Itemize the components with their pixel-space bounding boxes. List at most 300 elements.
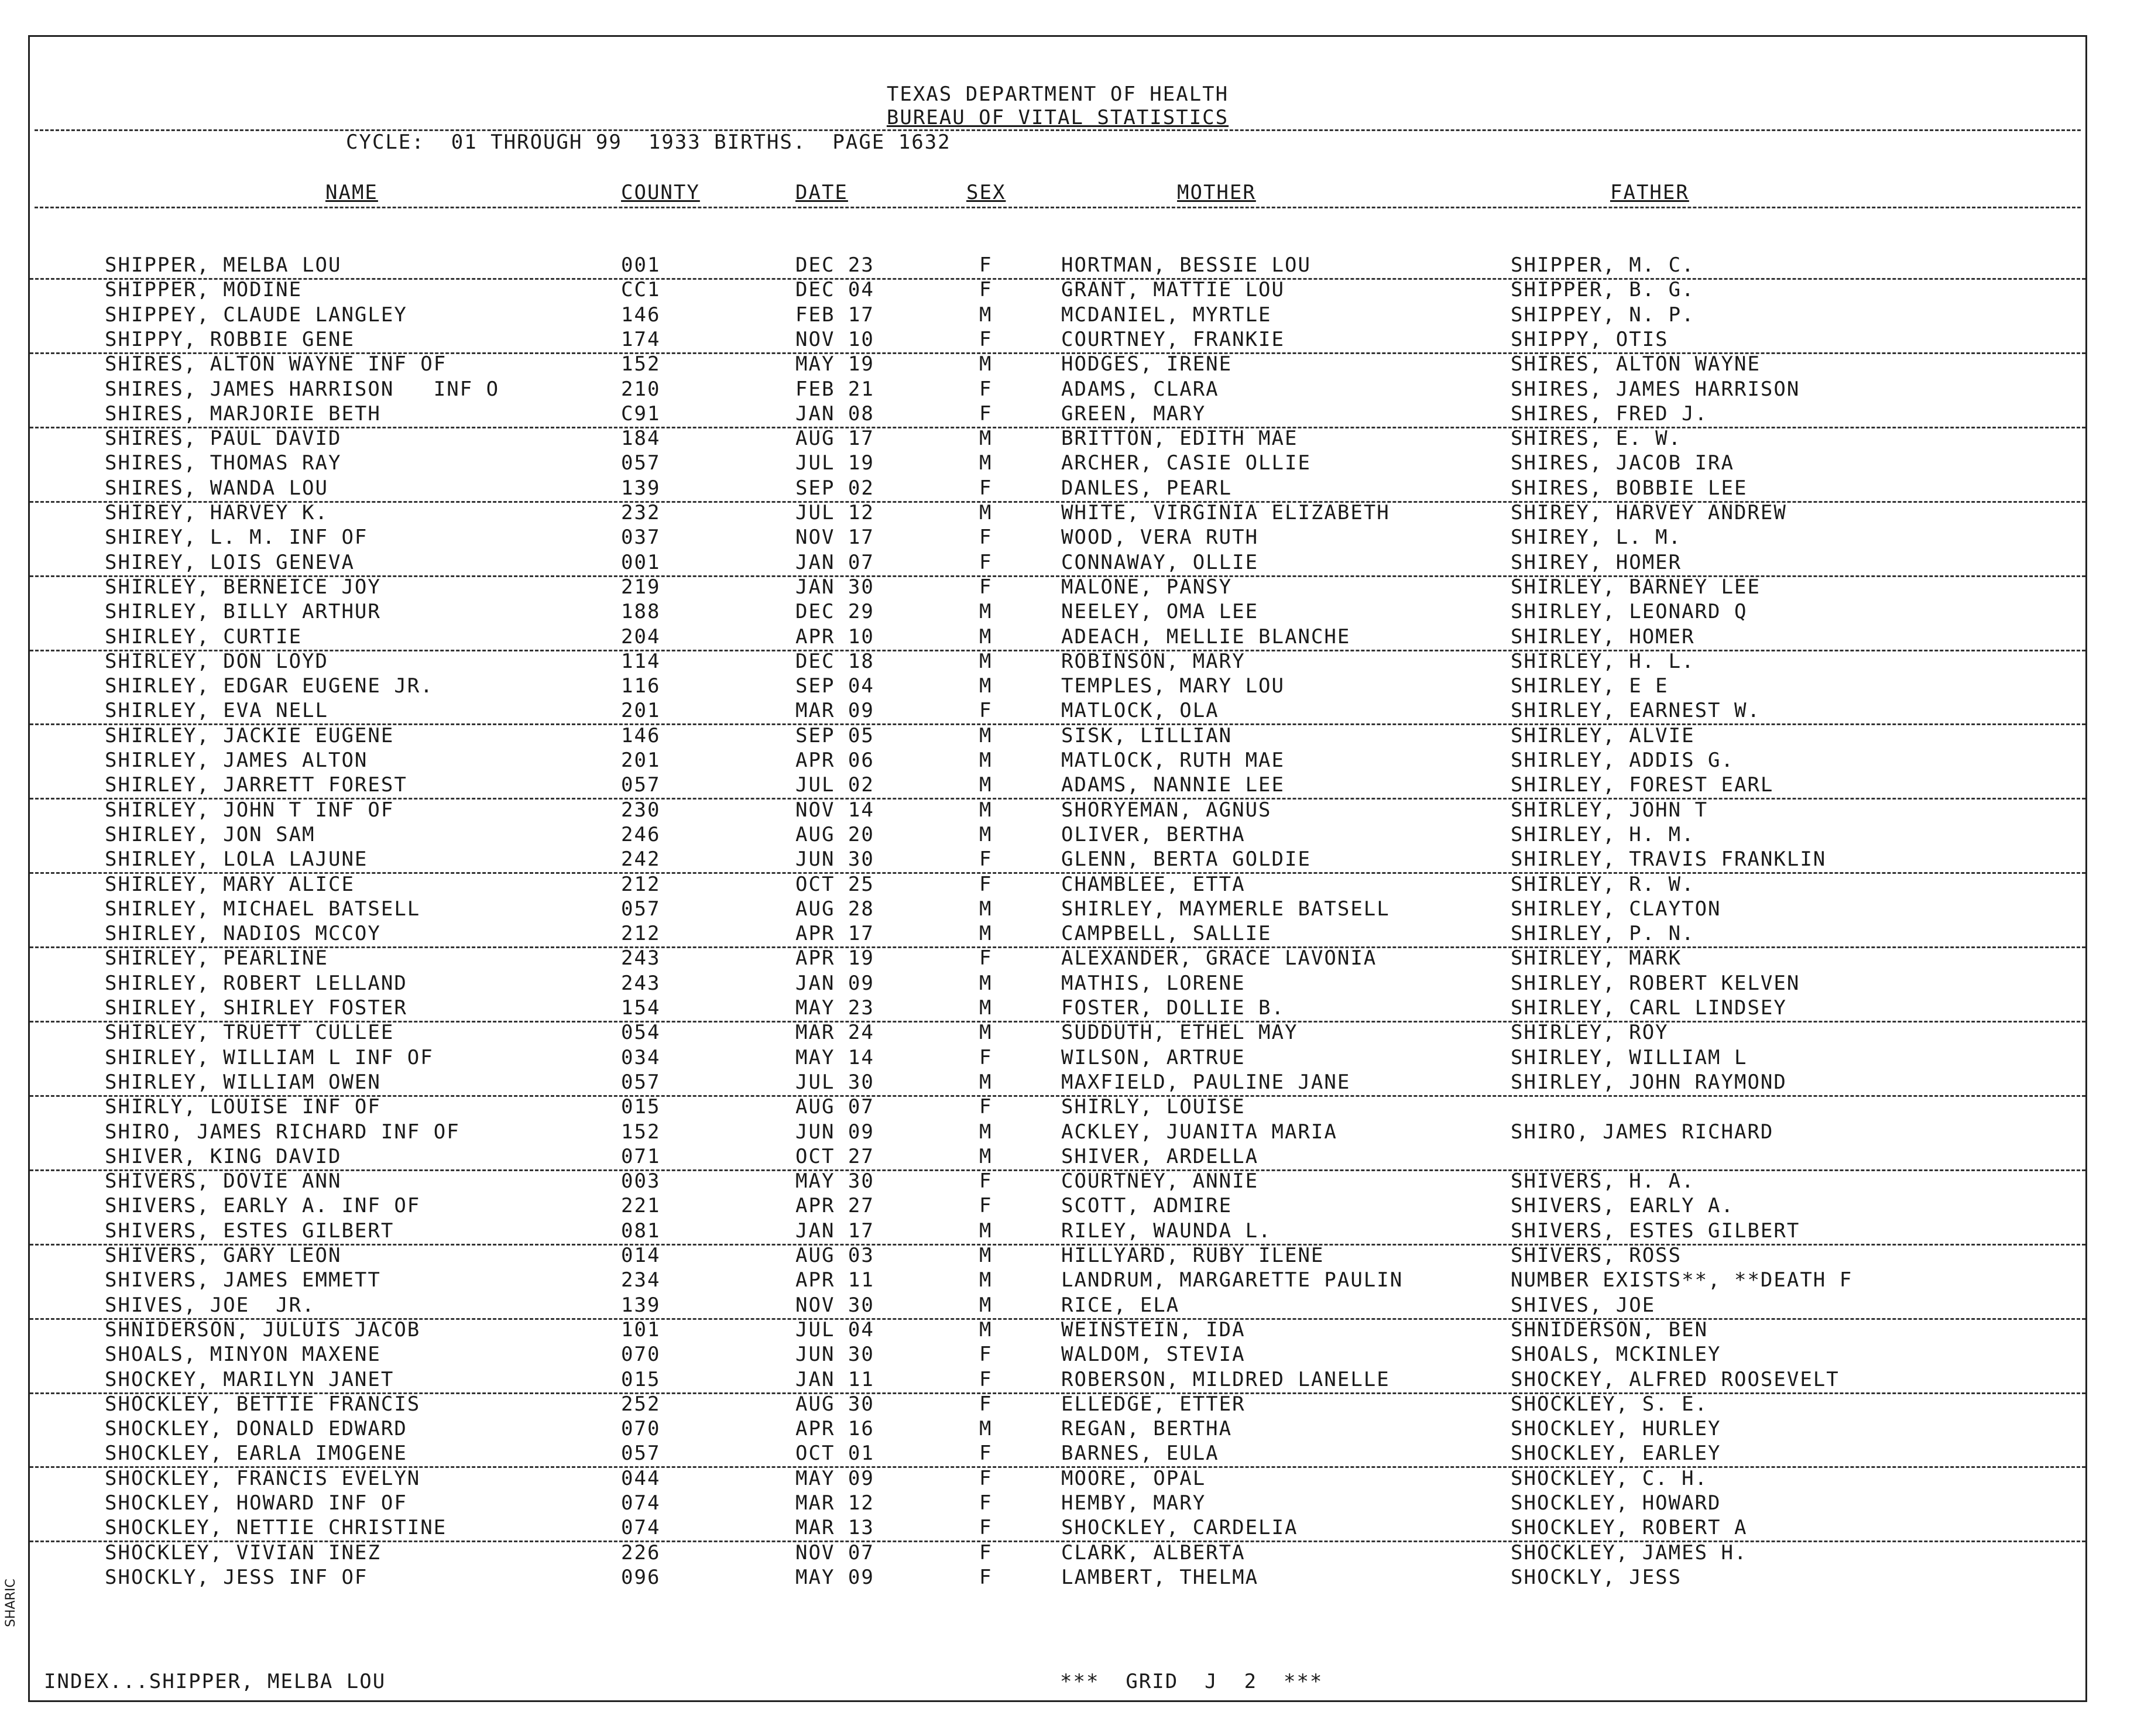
record-name: SHIRLEY, BILLY ARTHUR (105, 600, 381, 624)
record-date: APR 16 (795, 1417, 874, 1441)
record-row (30, 328, 2085, 354)
record-mother: ADEACH, MELLIE BLANCHE (1061, 625, 1351, 649)
record-mother: HILLYARD, RUBY ILENE (1061, 1244, 1325, 1267)
record-row (30, 551, 2085, 577)
record-row (30, 1442, 2085, 1468)
record-county: 116 (621, 674, 661, 698)
record-father: SHIRO, JAMES RICHARD (1511, 1120, 1774, 1144)
record-county: 081 (621, 1219, 661, 1243)
record-father: SHIRLEY, ROY (1511, 1021, 1669, 1045)
record-date: DEC 18 (795, 649, 874, 673)
record-sex: M (979, 1021, 993, 1045)
record-sex: M (979, 1417, 993, 1441)
record-father: SHIRLEY, H. L. (1511, 649, 1695, 673)
record-name: SHOCKLEY, NETTIE CHRISTINE (105, 1516, 447, 1540)
record-mother: HEMBY, MARY (1061, 1491, 1206, 1515)
record-county: 057 (621, 1442, 661, 1466)
record-date: AUG 17 (795, 427, 874, 451)
record-row (30, 1294, 2085, 1320)
record-name: SHIRLEY, CURTIE (105, 625, 303, 649)
record-date: JAN 30 (795, 575, 874, 599)
record-name: SHIRLEY, DON LOYD (105, 649, 328, 673)
record-sex: M (979, 600, 993, 624)
record-sex: F (979, 1343, 993, 1367)
record-sex: F (979, 946, 993, 970)
record-sex: F (979, 1392, 993, 1416)
record-father: SHIRLEY, ALVIE (1511, 723, 1695, 747)
record-row (30, 798, 2085, 823)
record-county: 146 (621, 723, 661, 747)
header-divider (35, 129, 2081, 131)
record-row (30, 526, 2085, 550)
record-row (30, 724, 2085, 749)
record-row (30, 1417, 2085, 1442)
record-county: 226 (621, 1541, 661, 1565)
record-sex: M (979, 1144, 993, 1168)
record-row (30, 378, 2085, 402)
record-father: SHIPPY, OTIS (1511, 327, 1669, 351)
record-row (30, 1343, 2085, 1367)
record-date: APR 10 (795, 625, 874, 649)
record-mother: TEMPLES, MARY LOU (1061, 674, 1285, 698)
record-father: SHIRLEY, BARNEY LEE (1511, 575, 1761, 599)
record-mother: FOSTER, DOLLIE B. (1061, 996, 1285, 1020)
record-row (30, 1021, 2085, 1045)
bureau-title: BUREAU OF VITAL STATISTICS (886, 106, 1229, 129)
grid-footer: *** GRID J 2 *** (1060, 1670, 1323, 1693)
record-date: MAR 09 (795, 699, 874, 723)
record-father: NUMBER EXISTS**, **DEATH F (1511, 1268, 1853, 1292)
cycle-info: CYCLE: 01 THROUGH 99 1933 BIRTHS. PAGE 1632 (346, 131, 951, 154)
record-row (30, 848, 2085, 874)
record-sex: F (979, 377, 993, 401)
record-date: NOV 30 (795, 1293, 874, 1317)
index-footer: INDEX...SHIPPER, MELBA LOU (44, 1670, 386, 1693)
record-county: 015 (621, 1095, 661, 1119)
record-row (30, 451, 2085, 476)
record-county: 212 (621, 872, 661, 896)
record-mother: WALDOM, STEVIA (1061, 1343, 1246, 1367)
record-date: MAY 09 (795, 1565, 874, 1589)
record-father: SHOALS, MCKINLEY (1511, 1343, 1721, 1367)
record-name: SHIREY, L. M. INF OF (105, 526, 368, 550)
record-county: 114 (621, 649, 661, 673)
record-county: 252 (621, 1392, 661, 1416)
record-date: JAN 07 (795, 550, 874, 574)
record-mother: ACKLEY, JUANITA MARIA (1061, 1120, 1337, 1144)
record-mother: SHOCKLEY, CARDELIA (1061, 1516, 1298, 1540)
record-name: SHIRLEY, PEARLINE (105, 946, 328, 970)
record-sex: M (979, 1244, 993, 1267)
record-row (30, 1516, 2085, 1542)
record-sex: F (979, 1541, 993, 1565)
record-father: SHOCKLY, JESS (1511, 1565, 1682, 1589)
record-row (30, 625, 2085, 651)
record-date: OCT 27 (795, 1144, 874, 1168)
record-sex: F (979, 848, 993, 872)
record-county: 037 (621, 526, 661, 550)
record-county: 219 (621, 575, 661, 599)
record-county: 070 (621, 1343, 661, 1367)
record-page-frame (28, 35, 2087, 1702)
record-mother: RICE, ELA (1061, 1293, 1180, 1317)
record-father: SHIRES, JAMES HARRISON (1511, 377, 1800, 401)
record-father: SHOCKLEY, HOWARD (1511, 1491, 1721, 1515)
record-father: SHIRLEY, EARNEST W. (1511, 699, 1761, 723)
column-header-father: FATHER (1610, 181, 1689, 204)
record-sex: M (979, 971, 993, 995)
record-row (30, 1244, 2085, 1268)
record-father: SHIREY, HARVEY ANDREW (1511, 501, 1787, 524)
record-mother: WOOD, VERA RUTH (1061, 526, 1259, 550)
record-sex: M (979, 1219, 993, 1243)
record-name: SHIRLEY, ROBERT LELLAND (105, 971, 407, 995)
record-row (30, 1095, 2085, 1120)
record-father: SHOCKLEY, JAMES H. (1511, 1541, 1748, 1565)
record-date: APR 17 (795, 922, 874, 946)
record-name: SHIRES, THOMAS RAY (105, 451, 342, 475)
record-sex: F (979, 1442, 993, 1466)
record-county: 146 (621, 303, 661, 327)
record-sex: F (979, 550, 993, 574)
record-mother: GREEN, MARY (1061, 402, 1206, 426)
record-sex: M (979, 427, 993, 451)
record-date: JUN 30 (795, 1343, 874, 1367)
record-father: SHIRES, E. W. (1511, 427, 1682, 451)
record-date: MAY 19 (795, 352, 874, 376)
record-county: 044 (621, 1466, 661, 1490)
record-name: SHIRLEY, LOLA LAJUNE (105, 848, 368, 872)
record-father: SHIPPEY, N. P. (1511, 303, 1695, 327)
record-county: 204 (621, 625, 661, 649)
record-county: 174 (621, 327, 661, 351)
record-row (30, 1318, 2085, 1343)
record-county: 188 (621, 600, 661, 624)
record-father: SHIRLEY, TRAVIS FRANKLIN (1511, 848, 1827, 872)
record-county: 232 (621, 501, 661, 524)
record-name: SHIRLEY, WILLIAM L INF OF (105, 1045, 434, 1069)
record-name: SHIRLEY, MARY ALICE (105, 872, 355, 896)
record-sex: M (979, 723, 993, 747)
record-father: SHIRLEY, R. W. (1511, 872, 1695, 896)
record-date: MAY 09 (795, 1466, 874, 1490)
record-father: SHOCKLEY, S. E. (1511, 1392, 1708, 1416)
record-mother: COURTNEY, ANNIE (1061, 1169, 1259, 1193)
record-sex: M (979, 1268, 993, 1292)
record-mother: CONNAWAY, OLLIE (1061, 550, 1259, 574)
record-county: CC1 (621, 278, 661, 302)
record-name: SHIRLEY, WILLIAM OWEN (105, 1070, 381, 1094)
record-date: SEP 02 (795, 476, 874, 500)
record-date: MAY 14 (795, 1045, 874, 1069)
record-sex: F (979, 575, 993, 599)
record-father: SHIRES, FRED J. (1511, 402, 1708, 426)
record-row (30, 1169, 2085, 1194)
record-sex: F (979, 278, 993, 302)
record-name: SHIRLEY, BERNEICE JOY (105, 575, 381, 599)
record-mother: CAMPBELL, SALLIE (1061, 922, 1272, 946)
record-row (30, 1541, 2085, 1566)
record-county: 201 (621, 749, 661, 772)
record-mother: GRANT, MATTIE LOU (1061, 278, 1285, 302)
record-row (30, 674, 2085, 699)
record-sex: F (979, 1491, 993, 1515)
record-mother: ROBERSON, MILDRED LANELLE (1061, 1367, 1390, 1391)
record-date: NOV 17 (795, 526, 874, 550)
record-county: 057 (621, 897, 661, 921)
record-father: SHOCKLEY, HURLEY (1511, 1417, 1721, 1441)
record-name: SHIREY, HARVEY K. (105, 501, 328, 524)
record-mother: HODGES, IRENE (1061, 352, 1233, 376)
record-sex: F (979, 253, 993, 277)
record-mother: MATHIS, LORENE (1061, 971, 1246, 995)
record-county: 070 (621, 1417, 661, 1441)
record-county: 152 (621, 1120, 661, 1144)
record-name: SHNIDERSON, JULUIS JACOB (105, 1318, 421, 1342)
record-date: AUG 07 (795, 1095, 874, 1119)
record-name: SHOALS, MINYON MAXENE (105, 1343, 381, 1367)
record-date: DEC 23 (795, 253, 874, 277)
record-sex: F (979, 1466, 993, 1490)
record-county: 057 (621, 1070, 661, 1094)
record-row (30, 575, 2085, 600)
record-name: SHIPPER, MELBA LOU (105, 253, 342, 277)
record-name: SHIRLEY, EDGAR EUGENE JR. (105, 674, 434, 698)
record-sex: M (979, 674, 993, 698)
record-name: SHIREY, LOIS GENEVA (105, 550, 355, 574)
record-mother: RILEY, WAUNDA L. (1061, 1219, 1272, 1243)
record-sex: F (979, 476, 993, 500)
record-father: SHIRLEY, JOHN RAYMOND (1511, 1070, 1787, 1094)
record-sex: M (979, 501, 993, 524)
record-father: SHIRLEY, ADDIS G. (1511, 749, 1734, 772)
record-date: APR 06 (795, 749, 874, 772)
record-sex: M (979, 1293, 993, 1317)
record-sex: F (979, 402, 993, 426)
record-date: FEB 21 (795, 377, 874, 401)
record-row (30, 996, 2085, 1023)
record-mother: WILSON, ARTRUE (1061, 1045, 1246, 1069)
record-county: 152 (621, 352, 661, 376)
record-name: SHIVERS, DOVIE ANN (105, 1169, 342, 1193)
record-county: 221 (621, 1194, 661, 1218)
record-name: SHIRLEY, JACKIE EUGENE (105, 723, 394, 747)
record-row (30, 278, 2085, 303)
record-name: SHIRO, JAMES RICHARD INF OF (105, 1120, 460, 1144)
record-sex: F (979, 526, 993, 550)
record-date: JUL 04 (795, 1318, 874, 1342)
record-mother: SHIVER, ARDELLA (1061, 1144, 1259, 1168)
record-mother: MALONE, PANSY (1061, 575, 1233, 599)
record-mother: CHAMBLEE, ETTA (1061, 872, 1246, 896)
record-date: OCT 25 (795, 872, 874, 896)
record-mother: ALEXANDER, GRACE LAVONIA (1061, 946, 1377, 970)
record-row (30, 972, 2085, 996)
record-sex: F (979, 327, 993, 351)
record-county: 034 (621, 1045, 661, 1069)
record-row (30, 749, 2085, 773)
record-sex: M (979, 922, 993, 946)
record-row (30, 1467, 2085, 1491)
record-mother: COURTNEY, FRANKIE (1061, 327, 1285, 351)
record-name: SHOCKLEY, BETTIE FRANCIS (105, 1392, 421, 1416)
side-label: SHARIC (4, 1579, 18, 1627)
record-county: 184 (621, 427, 661, 451)
record-date: NOV 14 (795, 798, 874, 822)
record-sex: F (979, 872, 993, 896)
record-county: 242 (621, 848, 661, 872)
record-row (30, 699, 2085, 725)
record-mother: SUDDUTH, ETHEL MAY (1061, 1021, 1298, 1045)
record-father: SHIRES, JACOB IRA (1511, 451, 1734, 475)
record-row (30, 303, 2085, 328)
record-name: SHIRLEY, JARRETT FOREST (105, 773, 407, 797)
record-date: MAR 24 (795, 1021, 874, 1045)
record-father: SHIRLEY, CARL LINDSEY (1511, 996, 1787, 1020)
record-date: FEB 17 (795, 303, 874, 327)
record-date: OCT 01 (795, 1442, 874, 1466)
record-mother: SHIRLEY, MAYMERLE BATSELL (1061, 897, 1390, 921)
record-name: SHIRES, JAMES HARRISON INF O (105, 377, 500, 401)
record-row (30, 600, 2085, 625)
record-name: SHOCKLEY, EARLA IMOGENE (105, 1442, 407, 1466)
record-name: SHIVERS, GARY LEON (105, 1244, 342, 1267)
record-father: SHIRES, BOBBIE LEE (1511, 476, 1748, 500)
record-mother: SHORYEMAN, AGNUS (1061, 798, 1272, 822)
record-row (30, 873, 2085, 897)
record-row (30, 650, 2085, 674)
record-father: SHIRLEY, FOREST EARL (1511, 773, 1774, 797)
record-mother: SCOTT, ADMIRE (1061, 1194, 1233, 1218)
record-sex: M (979, 798, 993, 822)
record-row (30, 922, 2085, 948)
record-father: SHIRLEY, P. N. (1511, 922, 1695, 946)
record-row (30, 253, 2085, 280)
column-header-sex: SEX (966, 181, 1006, 204)
record-name: SHIVES, JOE JR. (105, 1293, 315, 1317)
record-father: SHIRLEY, WILLIAM L (1511, 1045, 1748, 1069)
record-date: AUG 03 (795, 1244, 874, 1267)
record-date: JAN 11 (795, 1367, 874, 1391)
record-father: SHOCKLEY, ROBERT A (1511, 1516, 1748, 1540)
record-mother: WEINSTEIN, IDA (1061, 1318, 1246, 1342)
record-date: MAY 23 (795, 996, 874, 1020)
record-mother: ARCHER, CASIE OLLIE (1061, 451, 1311, 475)
record-name: SHIRLEY, MICHAEL BATSELL (105, 897, 421, 921)
record-mother: LANDRUM, MARGARETTE PAULIN (1061, 1268, 1404, 1292)
record-date: AUG 30 (795, 1392, 874, 1416)
record-county: 057 (621, 451, 661, 475)
record-sex: F (979, 1565, 993, 1589)
record-sex: F (979, 1367, 993, 1391)
record-name: SHIPPER, MODINE (105, 278, 303, 302)
record-father: SHIRLEY, JOHN T (1511, 798, 1708, 822)
record-father: SHIRES, ALTON WAYNE (1511, 352, 1761, 376)
record-mother: DANLES, PEARL (1061, 476, 1233, 500)
record-county: 212 (621, 922, 661, 946)
record-county: 101 (621, 1318, 661, 1342)
record-father: SHIPPER, M. C. (1511, 253, 1695, 277)
record-date: MAR 13 (795, 1516, 874, 1540)
record-date: JUL 12 (795, 501, 874, 524)
record-name: SHOCKEY, MARILYN JANET (105, 1367, 394, 1391)
record-county: 246 (621, 822, 661, 846)
record-name: SHOCKLEY, FRANCIS EVELYN (105, 1466, 421, 1490)
record-mother: ADAMS, NANNIE LEE (1061, 773, 1285, 797)
record-row (30, 1491, 2085, 1516)
record-county: C91 (621, 402, 661, 426)
record-row (30, 946, 2085, 971)
record-name: SHIPPEY, CLAUDE LANGLEY (105, 303, 407, 327)
record-sex: M (979, 897, 993, 921)
record-row (30, 501, 2085, 526)
record-county: 243 (621, 971, 661, 995)
record-sex: F (979, 699, 993, 723)
record-date: JAN 09 (795, 971, 874, 995)
record-county: 096 (621, 1565, 661, 1589)
record-name: SHIRES, ALTON WAYNE INF OF (105, 352, 447, 376)
record-row (30, 1268, 2085, 1293)
record-county: 015 (621, 1367, 661, 1391)
record-father: SHIREY, HOMER (1511, 550, 1682, 574)
record-county: 139 (621, 476, 661, 500)
record-date: JUL 19 (795, 451, 874, 475)
record-mother: CLARK, ALBERTA (1061, 1541, 1246, 1565)
record-row (30, 427, 2085, 451)
record-sex: M (979, 451, 993, 475)
column-header-divider (35, 207, 2081, 208)
record-mother: ADAMS, CLARA (1061, 377, 1219, 401)
record-date: JUN 30 (795, 848, 874, 872)
record-date: JUN 09 (795, 1120, 874, 1144)
record-date: AUG 20 (795, 822, 874, 846)
record-row (30, 1368, 2085, 1394)
record-father: SHIRLEY, H. M. (1511, 822, 1695, 846)
record-name: SHIVERS, EARLY A. INF OF (105, 1194, 421, 1218)
record-date: DEC 29 (795, 600, 874, 624)
record-mother: LAMBERT, THELMA (1061, 1565, 1259, 1589)
record-mother: HORTMAN, BESSIE LOU (1061, 253, 1311, 277)
record-name: SHIRES, PAUL DAVID (105, 427, 342, 451)
record-county: 054 (621, 1021, 661, 1045)
record-county: 210 (621, 377, 661, 401)
record-county: 057 (621, 773, 661, 797)
record-father: SHIPPER, B. G. (1511, 278, 1695, 302)
record-mother: ROBINSON, MARY (1061, 649, 1246, 673)
record-sex: M (979, 1120, 993, 1144)
record-date: JUL 02 (795, 773, 874, 797)
record-father: SHOCKEY, ALFRED ROOSEVELT (1511, 1367, 1840, 1391)
record-name: SHIVER, KING DAVID (105, 1144, 342, 1168)
agency-title: TEXAS DEPARTMENT OF HEALTH (886, 83, 1229, 106)
record-mother: MCDANIEL, MYRTLE (1061, 303, 1272, 327)
record-sex: M (979, 303, 993, 327)
record-row (30, 1219, 2085, 1246)
record-father: SHIVERS, H. A. (1511, 1169, 1695, 1193)
record-date: JAN 08 (795, 402, 874, 426)
record-row (30, 352, 2085, 377)
record-name: SHOCKLEY, HOWARD INF OF (105, 1491, 407, 1515)
record-father: SHIREY, L. M. (1511, 526, 1682, 550)
record-row (30, 1071, 2085, 1097)
record-county: 154 (621, 996, 661, 1020)
column-header-mother: MOTHER (1177, 181, 1256, 204)
record-row (30, 1194, 2085, 1219)
record-father: SHOCKLEY, C. H. (1511, 1466, 1708, 1490)
record-sex: M (979, 1318, 993, 1342)
record-name: SHIPPY, ROBBIE GENE (105, 327, 355, 351)
record-date: MAR 12 (795, 1491, 874, 1515)
